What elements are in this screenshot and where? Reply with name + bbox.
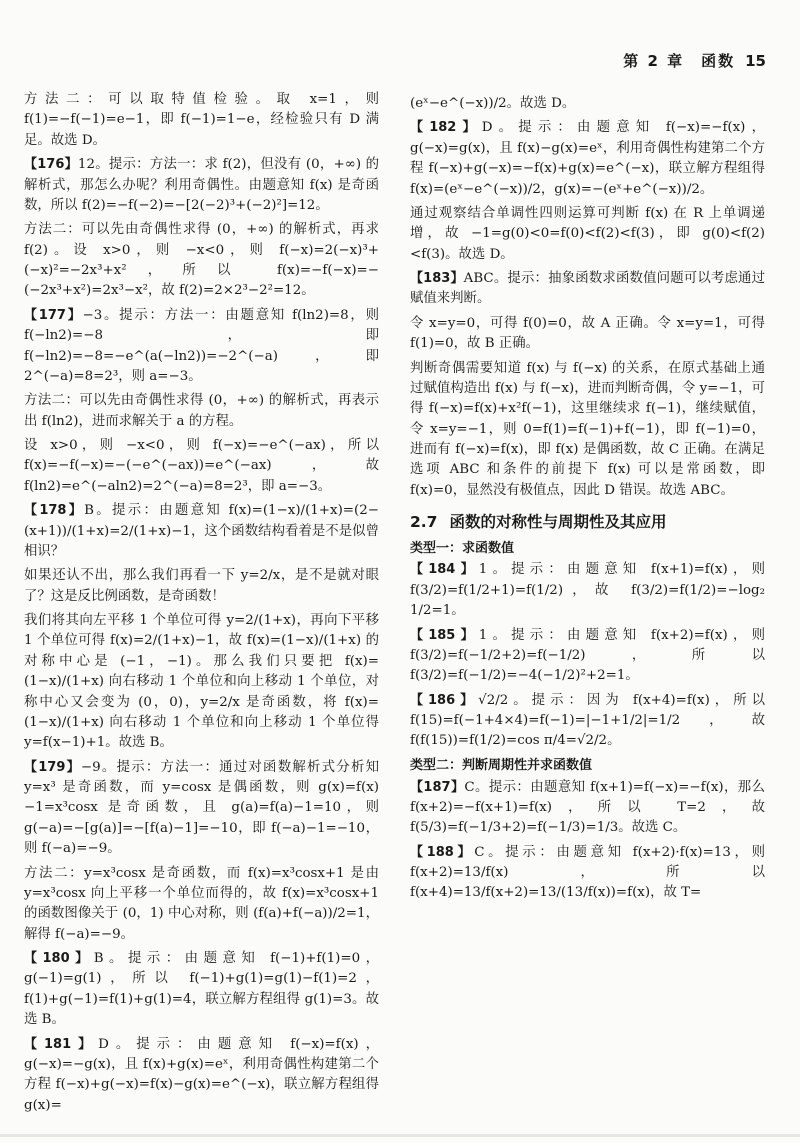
solution-text: ABC。提示：抽象函数求函数值问题可以考虑通过赋值来判断。 [410, 271, 765, 307]
solution-entry [410, 269, 765, 310]
problem-number: 【181】 [24, 1036, 99, 1052]
solution-entry [24, 758, 379, 860]
solution-text: C。提示：由题意知 f(x+1)=f(−x)=−f(x)，那么 f(x+2)=−f(x+1)=f(x)，所以 T=2，故 f(5/3)=f(−1/3+2)=f(−1/3)=1/3。故选 C。 [410, 779, 765, 836]
solution-text: D。提示：由题意知 f(−x)=−f(x)，g(−x)=g(x)，且 f(x)−g(x)=eˣ，利用奇偶性构建第二个方程 f(−x)+g(−x)=−f(x)+g(x)=e^(−x)，联立解方程组得 f(x)=(eˣ−e^(−x))/2，g(x)=−(eˣ+e^(−x))/2。 [410, 120, 765, 197]
solution-entry [24, 155, 379, 216]
solution-paragraph: (eˣ−e^(−x))/2。故选 D。 [410, 96, 576, 111]
solution-text: √2/2。提示：因为 f(x+4)=f(x)，所以 f(15)=f(−1+4×4)=f(−1)=|−1+1/2|=1/2，故 f(f(15))=f(1/2)=cos π/4=√2/2。 [410, 692, 765, 749]
solution-paragraph: 令 x=y=0，可得 f(0)=0，故 A 正确。令 x=y=1，可得 f(1)=0，故 B 正确。 [410, 315, 765, 352]
solution-paragraph: 判断奇偶需要知道 f(x) 与 f(−x) 的关系，在原式基础上通过赋值构造出 f(x) 与 f(−x)，进而判断奇偶，令 y=−1，可得 f(−x)=f(x)+x²f(−1)，这里继续求 f(−1)，继续赋值，令 x=y=−1，则 0=f(1)=f(−1)+f(−1)，即 f(−1)=0，进而有 f(−x)=f(x)，即 f(x) 是偶函数，故 C 正确。在满足选项 ABC 和条件的前提下 f(x) 可以是常函数，即 f(x)=0，显然没有极值点，因此 D 错误。故选 ABC。 [410, 360, 765, 498]
page-header [623, 50, 766, 73]
left-column [24, 90, 379, 1120]
solution-entry [24, 949, 379, 1031]
question-type-label: 类型二：判断周期性并求函数值 [410, 757, 593, 773]
solution-paragraph: 如果还认不出，那么我们再看一下 y=2/x，是不是就对眼了？这是反比例函数，是奇函数！ [24, 568, 379, 604]
section-number: 2.7 [410, 513, 438, 532]
solution-text: B。提示：由题意知 f(x)=(1−x)/(1+x)=(2−(x+1))/(1+x)=2/(1+x)−1，这个函数结构看着是不是似曾相识？ [24, 503, 379, 559]
problem-number: 【184】 [410, 562, 479, 578]
solution-entry [410, 843, 765, 904]
solution-entry [24, 306, 379, 388]
solution-text: −3。提示：方法一：由题意知 f(ln2)=8，则 f(−ln2)=−8，即 f(−ln2)=−8=−e^(a(−ln2))=−2^(−a)，即 2^(−a)=8=2³，则 a=−3。 [24, 307, 379, 384]
solution-paragraph: 通过观察结合单调性四则运算可判断 f(x) 在 R 上单调递增，故 −1=g(0)<0=f(0)<f(2)<f(3)，即 g(0)<f(2)<f(3)。故选 D。 [410, 205, 765, 262]
problem-number: 【176】 [24, 157, 78, 173]
problem-number: 【180】 [24, 951, 94, 966]
solution-paragraph: 方法二：y=x³cosx 是奇函数，而 f(x)=x³cosx+1 是由 y=x³cosx 向上平移一个单位而得的，故 f(x)=x³cosx+1 的函数图像关于 (0，1) 中心对称，则 (f(a)+f(−a))/2=1，解得 f(−a)=−9。 [24, 865, 379, 942]
solution-entry [410, 626, 765, 687]
solution-entry [410, 691, 765, 752]
solution-text: −9。提示：方法一：通过对函数解析式分析知 y=x³ 是奇函数，而 y=cosx 是偶函数，则 g(x)=f(x)−1=x³cosx 是奇函数，且 g(a)=f(a)−1=10，则 g(−a)=−[g(a)]=−[f(a)−1]=−10，即 f(−a)−1=−10，则 f(−a)=−9。 [24, 759, 379, 857]
chapter-title: 第 2 章 函数 [623, 52, 736, 70]
question-type-label: 类型一：求函数值 [410, 540, 515, 556]
section-title-text: 函数的对称性与周期性及其应用 [449, 513, 667, 532]
solution-paragraph: 方法二：可以取特值检验。取 x=1，则 f(1)=−f(−1)=e−1，即 f(−1)=1−e，经检验只有 D 满足。故选 D。 [24, 92, 379, 148]
section-heading [410, 511, 765, 535]
solution-entry [410, 560, 765, 621]
solution-entry [24, 1035, 379, 1117]
problem-number: 【183】 [410, 271, 464, 286]
problem-number: 【182】 [410, 120, 482, 136]
problem-number: 【177】 [24, 307, 83, 323]
solution-entry [410, 778, 765, 839]
solution-paragraph: 我们将其向左平移 1 个单位可得 y=2/(1+x)，再向下平移 1 个单位可得 f(x)=2/(1+x)−1，故 f(x)=(1−x)/(1+x) 的对称中心是 (−1，−1)。那么我们只要把 f(x)=(1−x)/(1+x) 向右移动 1 个单位和向上移动 1 个单位，对称中心又会变为 (0，0)，y=2/x 是奇函数，将 f(x)=(1−x)/(1+x) 向右移动 1 个单位和向上移动 1 个单位得 y=f(x−1)+1。故选 B。 [24, 613, 379, 751]
problem-number: 【178】 [24, 503, 85, 519]
page-number: 15 [745, 52, 766, 70]
problem-number: 【186】 [410, 692, 479, 708]
solution-entry [410, 118, 765, 200]
problem-number: 【187】 [410, 779, 465, 795]
problem-number: 【179】 [24, 759, 81, 775]
solution-entry [24, 501, 379, 562]
solution-text: 1。提示：由题意知 f(x+2)=f(x)，则 f(3/2)=f(−1/2+2)=f(−1/2)，所以 f(3/2)=f(−1/2)=−4(−1/2)²+2=1。 [410, 627, 765, 684]
solution-text: B。提示：由题意知 f(−1)+f(1)=0，g(−1)=g(1)，所以 f(−1)+g(1)=g(1)−f(1)=2，f(1)+g(−1)=f(1)+g(1)=4，联立解方程组得 g(1)=3。故选 B。 [24, 951, 379, 1028]
solution-paragraph: 设 x>0，则 −x<0，则 f(−x)=−e^(−ax)，所以 f(x)=−f(−x)=−(−e^(−ax))=e^(−ax)，故 f(ln2)=e^(−aln2)=2^(−a)=8=2³，即 a=−3。 [24, 438, 379, 494]
solution-paragraph: 方法二：可以先由奇偶性求得 (0，+∞) 的解析式，再求 f(2)。设 x>0，则 −x<0，则 f(−x)=2(−x)³+(−x)²=−2x³+x²，所以 f(x)=−f(−x)=−(−2x³+x²)=2x³−x²，故 f(2)=2×2³−2²=12。 [24, 222, 379, 299]
problem-number: 【188】 [410, 844, 475, 860]
solution-text: 12。提示：方法一：求 f(2)，但没有 (0，+∞) 的解析式，那怎么办呢？利用奇偶性。由题意知 f(x) 是奇函数，所以 f(2)=−f(−2)=−[2(−2)³+(−2)²]=12。 [24, 157, 380, 213]
solution-text: C。提示：由题意知 f(x+2)·f(x)=13，则 f(x+2)=13/f(x)，所以 f(x+4)=13/f(x+2)=13/(13/f(x))=f(x)，故 T= [410, 844, 766, 901]
solution-paragraph: 方法二：可以先由奇偶性求得 (0，+∞) 的解析式，再表示出 f(ln2)，进而求解关于 a 的方程。 [24, 393, 379, 429]
problem-number: 【185】 [410, 627, 479, 643]
right-column [410, 94, 765, 908]
page-bottom-divider [0, 1134, 800, 1137]
solution-text: D。提示：由题意知 f(−x)=f(x)，g(−x)=−g(x)，且 f(x)+g(x)=eˣ，利用奇偶性构建第二个方程 f(−x)+g(−x)=f(x)−g(x)=e^(−x)，联立解方程组得 g(x)= [24, 1036, 379, 1113]
solution-text: 1。提示：由题意知 f(x+1)=f(x)，则 f(3/2)=f(1/2+1)=f(1/2)，故 f(3/2)=f(1/2)=−log₂ 1/2=1。 [410, 562, 765, 619]
